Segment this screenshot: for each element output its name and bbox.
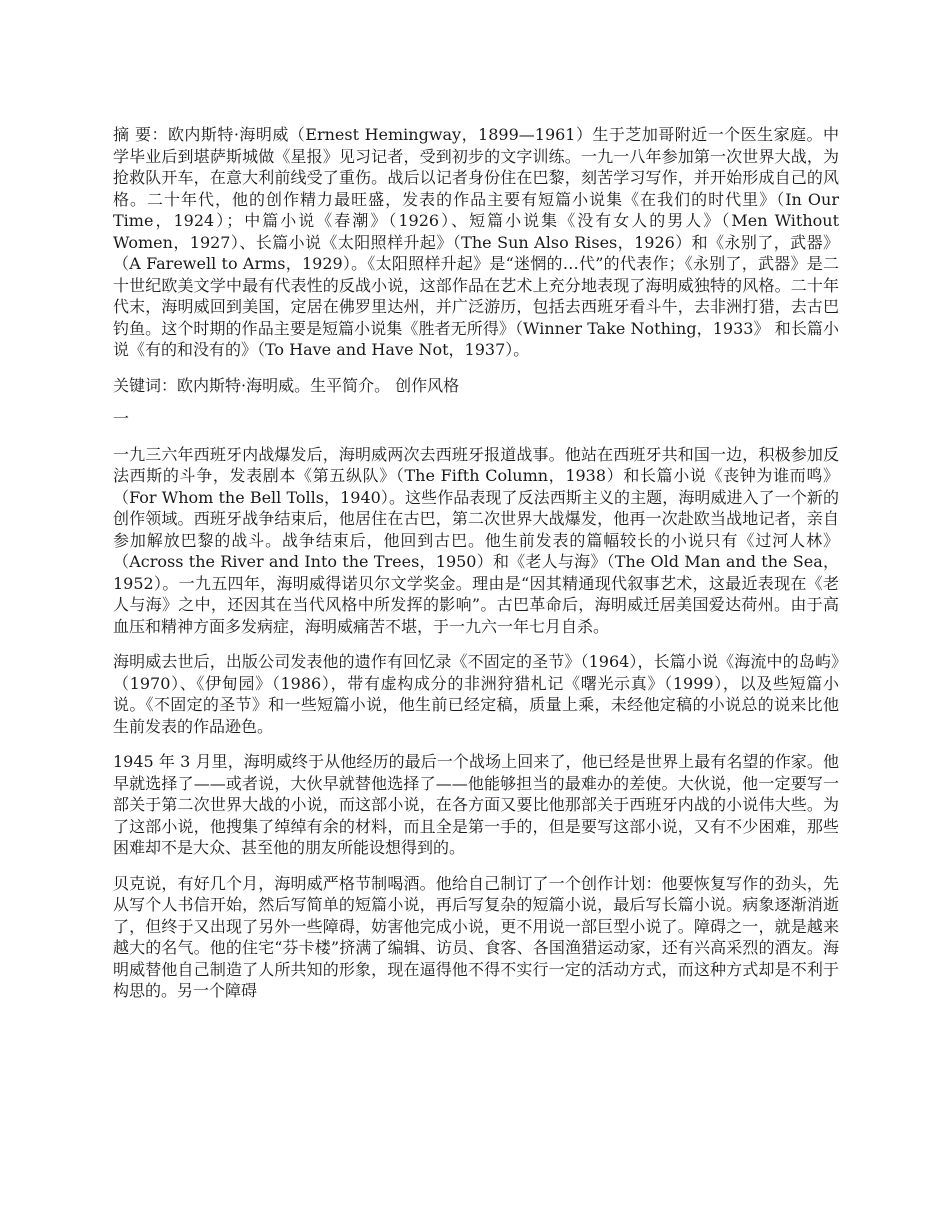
document-page (113, 124, 839, 1002)
body-paragraph-3: 1945 年 3 月里，海明威终于从他经历的最后一个战场上回来了，他已经是世界上最有名望的作家。他早就选择了——或者说，大伙早就替他选择了——他能够担当的最难办的差使。大伙说，他一定要写一部关于第二次世界大战的小说，而这部小说，在各方面又要比他那部关于西班牙内战的小说伟大些。为了这部小说，他搜集了绰绰有余的材料，而且全是第一手的，但是要写这部小说，又有不少困难，那些困难却不是大众、甚至他的朋友所能设想得到的。 (113, 752, 839, 857)
body-paragraph-4: 贝克说，有好几个月，海明威严格节制喝酒。他给自己制订了一个创作计划：他要恢复写作的劲头，先从写个人书信开始，然后写简单的短篇小说，再后写复杂的短篇小说，最后写长篇小说。病象逐渐消逝了，但终于又出现了另外一些障碍，妨害他完成小说，更不用说一部巨型小说了。障碍之一，就是越来越大的名气。他的住宅“芬卡楼”挤满了编辑、访员、食客、各国渔猎运动家，还有兴高采烈的酒友。海明威替他自己制造了人所共知的形象，现在逼得他不得不实行一定的活动方式，而这种方式却是不利于构思的。另一个障碍 (113, 873, 839, 1000)
abstract-paragraph: 摘 要：欧内斯特·海明威（Ernest Hemingway，1899—1961）生于芝加哥附近一个医生家庭。中学毕业后到堪萨斯城做《星报》见习记者，受到初步的文字训练。一九一八年参加第一次世界大战，为抢救队开车，在意大利前线受了重伤。战后以记者身份住在巴黎，刻苦学习写作，并开始形成自己的风格。二十年代，他的创作精力最旺盛，发表的作品主要有短篇小说集《在我们的时代里》（In Our Time，1924）；中篇小说《春潮》（1926）、短篇小说集《没有女人的男人》（Men Without Women，1927）、长篇小说《太阳照样升起》（The Sun Also Rises，1926）和《永别了，武器》（A Farewell to Arms，1929）。《太阳照样升起》是“迷惘的…代”的代表作；《永别了，武器》是二十世纪欧美文学中最有代表性的反战小说，这部作品在艺术上充分地表现了海明威独特的风格。二十年代末，海明威回到美国，定居在佛罗里达州，并广泛游历，包括去西班牙看斗牛，去非洲打猎，去古巴钓鱼。这个时期的作品主要是短篇小说集《胜者无所得》（Winner Take Nothing，1933》 和长篇小说《有的和没有的》（To Have and Have Not，1937）。 (113, 125, 839, 359)
body-paragraph-2: 海明威去世后，出版公司发表他的遗作有回忆录《不固定的圣节》（1964），长篇小说《海流中的岛屿》（1970）、《伊甸园》（1986），带有虚构成分的非洲狩猎札记《曙光示真》（1999），以及些短篇小说。《不固定的圣节》和一些短篇小说，他生前已经定稿，质量上乘，未经他定稿的小说总的说来比他生前发表的作品逊色。 (113, 652, 839, 736)
keywords-line: 关键词：欧内斯特·海明威。生平简介。 创作风格 (113, 375, 460, 395)
body-paragraph-1: 一九三六年西班牙内战爆发后，海明威两次去西班牙报道战事。他站在西班牙共和国一边，积极参加反法西斯的斗争，发表剧本《第五纵队》（The Fifth Column，1938）和长篇小说《丧钟为谁而鸣》（For Whom the Bell Tolls，1940）。这些作品表现了反法西斯主义的主题，海明威进入了一个新的创作领域。西班牙战争结束后，他居住在古巴，第二次世界大战爆发，他再一次赴欧当战地记者，亲自参加解放巴黎的战斗。战争结束后，他回到古巴。他生前发表的篇幅较长的小说只有《过河人林》（Across the River and Into the Trees，1950）和《老人与海》（The Old Man and the Sea，1952）。一九五四年，海明威得诺贝尔文学奖金。理由是“因其精通现代叙事艺术，这最近表现在《老人与海》之中，还因其在当代风格中所发挥的影响”。古巴革命后，海明威迁居美国爱达荷州。由于高血压和精神方面多发病症，海明威痛苦不堪，于一九六一年七月自杀。 (113, 444, 839, 636)
section-number: 一 (113, 409, 130, 428)
